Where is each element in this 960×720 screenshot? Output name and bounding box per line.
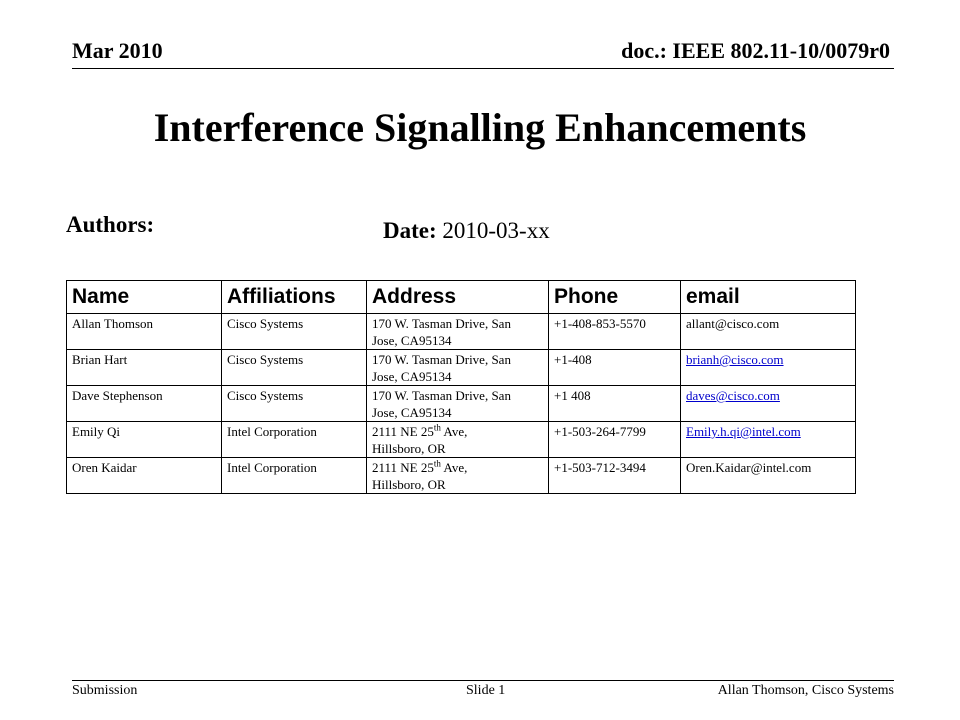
cell-email: Oren.Kaidar@intel.com: [681, 458, 856, 494]
cell-phone: +1-503-264-7799: [549, 422, 681, 458]
footer-slide-number: Slide 1: [466, 683, 506, 698]
column-header-name: Name: [67, 281, 222, 314]
footer-submission: Submission: [72, 683, 138, 698]
cell-email: allant@cisco.com: [681, 314, 856, 350]
address-line-2: Hillsboro, OR: [372, 477, 446, 492]
address-line-2: Hillsboro, OR: [372, 441, 446, 456]
cell-address: [367, 350, 549, 386]
cell-name: Oren Kaidar: [67, 458, 222, 494]
address-line-2: Jose, CA95134: [372, 369, 452, 384]
address-line-1: 170 W. Tasman Drive, San: [372, 352, 511, 367]
header-divider: [72, 68, 894, 69]
address-street-suffix: Ave,: [440, 460, 468, 475]
cell-affiliation: Cisco Systems: [222, 386, 367, 422]
date-label: Date:: [383, 218, 437, 243]
table-row: [67, 422, 856, 458]
cell-name: Allan Thomson: [67, 314, 222, 350]
table-row: [67, 386, 856, 422]
footer-divider: [72, 680, 894, 681]
authors-label: Authors:: [66, 212, 155, 237]
cell-name: Emily Qi: [67, 422, 222, 458]
address-street-number: 2111 NE 25: [372, 460, 434, 475]
address-line-2: Jose, CA95134: [372, 333, 452, 348]
address-line-2: Jose, CA95134: [372, 405, 452, 420]
header-date: Mar 2010: [72, 38, 163, 63]
date-line: [383, 218, 550, 244]
cell-affiliation: Cisco Systems: [222, 350, 367, 386]
column-header-address: Address: [367, 281, 549, 314]
cell-phone: +1-408-853-5570: [549, 314, 681, 350]
table-row: [67, 458, 856, 494]
table-row: [67, 350, 856, 386]
footer-author: Allan Thomson, Cisco Systems: [717, 683, 894, 698]
cell-phone: +1 408: [549, 386, 681, 422]
address-line-1: 170 W. Tasman Drive, San: [372, 316, 511, 331]
email-link[interactable]: daves@cisco.com: [686, 388, 780, 403]
table-header-row: [67, 281, 856, 314]
table-row: [67, 314, 856, 350]
header-doc-id: doc.: IEEE 802.11-10/0079r0: [621, 38, 890, 63]
cell-affiliation: Cisco Systems: [222, 314, 367, 350]
cell-email: [681, 422, 856, 458]
column-header-email: email: [681, 281, 856, 314]
cell-address: [367, 458, 549, 494]
slide-title: Interference Signalling Enhancements: [153, 105, 807, 150]
authors-table: [66, 280, 856, 494]
cell-phone: +1-503-712-3494: [549, 458, 681, 494]
cell-address: [367, 386, 549, 422]
cell-address: [367, 314, 549, 350]
cell-name: Brian Hart: [67, 350, 222, 386]
cell-name: Dave Stephenson: [67, 386, 222, 422]
column-header-affiliations: Affiliations: [222, 281, 367, 314]
address-ordinal-suffix: th: [433, 422, 441, 433]
cell-email: [681, 386, 856, 422]
address-street-number: 2111 NE 25: [372, 424, 434, 439]
address-ordinal-suffix: th: [433, 458, 441, 469]
address-street-suffix: Ave,: [440, 424, 468, 439]
email-link[interactable]: brianh@cisco.com: [686, 352, 784, 367]
address-line-1: [372, 424, 467, 439]
cell-address: [367, 422, 549, 458]
email-link[interactable]: Emily.h.qi@intel.com: [686, 424, 801, 439]
date-value: 2010-03-xx: [436, 218, 550, 243]
cell-affiliation: Intel Corporation: [222, 422, 367, 458]
cell-email: [681, 350, 856, 386]
cell-affiliation: Intel Corporation: [222, 458, 367, 494]
cell-phone: +1-408: [549, 350, 681, 386]
address-line-1: 170 W. Tasman Drive, San: [372, 388, 511, 403]
column-header-phone: Phone: [549, 281, 681, 314]
address-line-1: [372, 460, 467, 475]
